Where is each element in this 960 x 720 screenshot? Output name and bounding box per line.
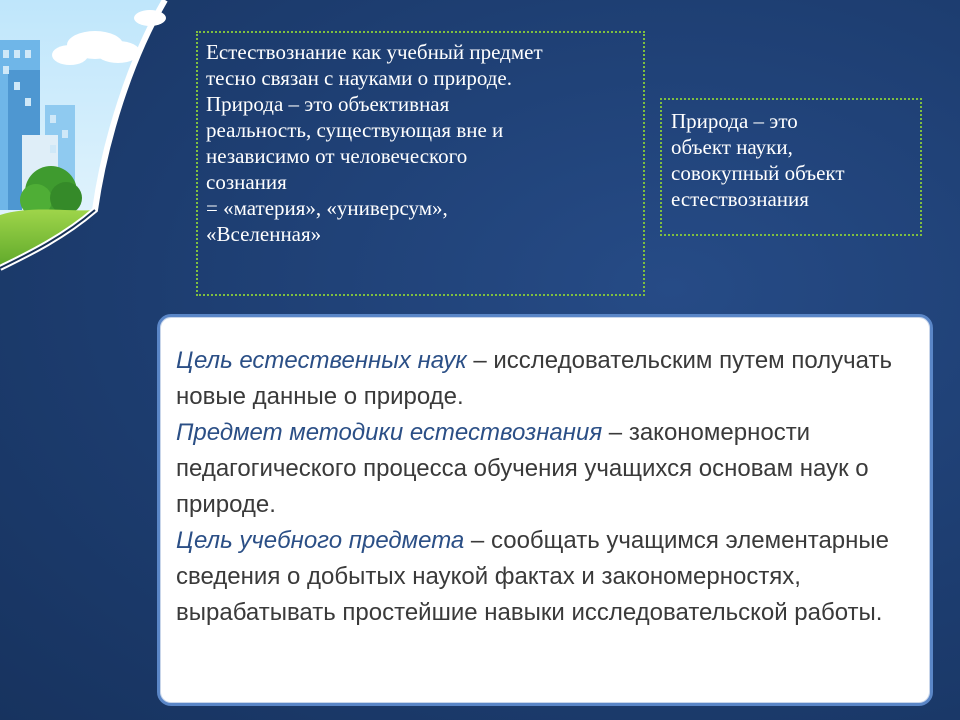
term-natural-sciences: Цель естественных наук — [176, 347, 467, 374]
box-left-line-7: = «материя», «универсум», — [206, 196, 448, 220]
box-left-line-5: независимо от человеческого — [206, 144, 468, 168]
box-right-line-3: совокупный объект — [671, 161, 845, 185]
box-left-line-6: сознания — [206, 170, 287, 194]
definition-box-object — [660, 98, 922, 236]
text-school-subject: – сообщать учащимся элементарные сведения о добытых наукой фактах и закономерностях, вырабатывать простейшие навыки исследовательской работы. — [176, 527, 889, 626]
box-left-line-8: «Вселенная» — [206, 222, 322, 246]
text-methodology: – закономерности педагогического процесса обучения учащихся основам наук о природе. — [176, 419, 869, 518]
box-left-line-1: Естествознание как учебный предмет — [206, 40, 543, 64]
definition-box-nature — [196, 31, 645, 296]
term-school-subject: Цель учебного предмета — [176, 527, 465, 554]
goal-natural-sciences — [176, 343, 914, 415]
box-left-line-4: реальность, существующая вне и — [206, 118, 504, 142]
box-right-line-2: объект науки, — [671, 135, 793, 159]
box-left-line-2: тесно связан с науками о природе. — [206, 66, 512, 90]
box-left-line-3: Природа – это объективная — [206, 92, 450, 116]
text-natural-sciences: – исследовательским путем получать новые данные о природе. — [176, 347, 892, 410]
subject-methodology — [176, 415, 914, 523]
goal-school-subject — [176, 523, 914, 631]
box-right-line-4: естествознания — [671, 187, 809, 211]
goals-card — [157, 314, 933, 706]
box-right-line-1: Природа – это — [671, 109, 798, 133]
term-methodology: Предмет методики естествознания — [176, 419, 603, 446]
